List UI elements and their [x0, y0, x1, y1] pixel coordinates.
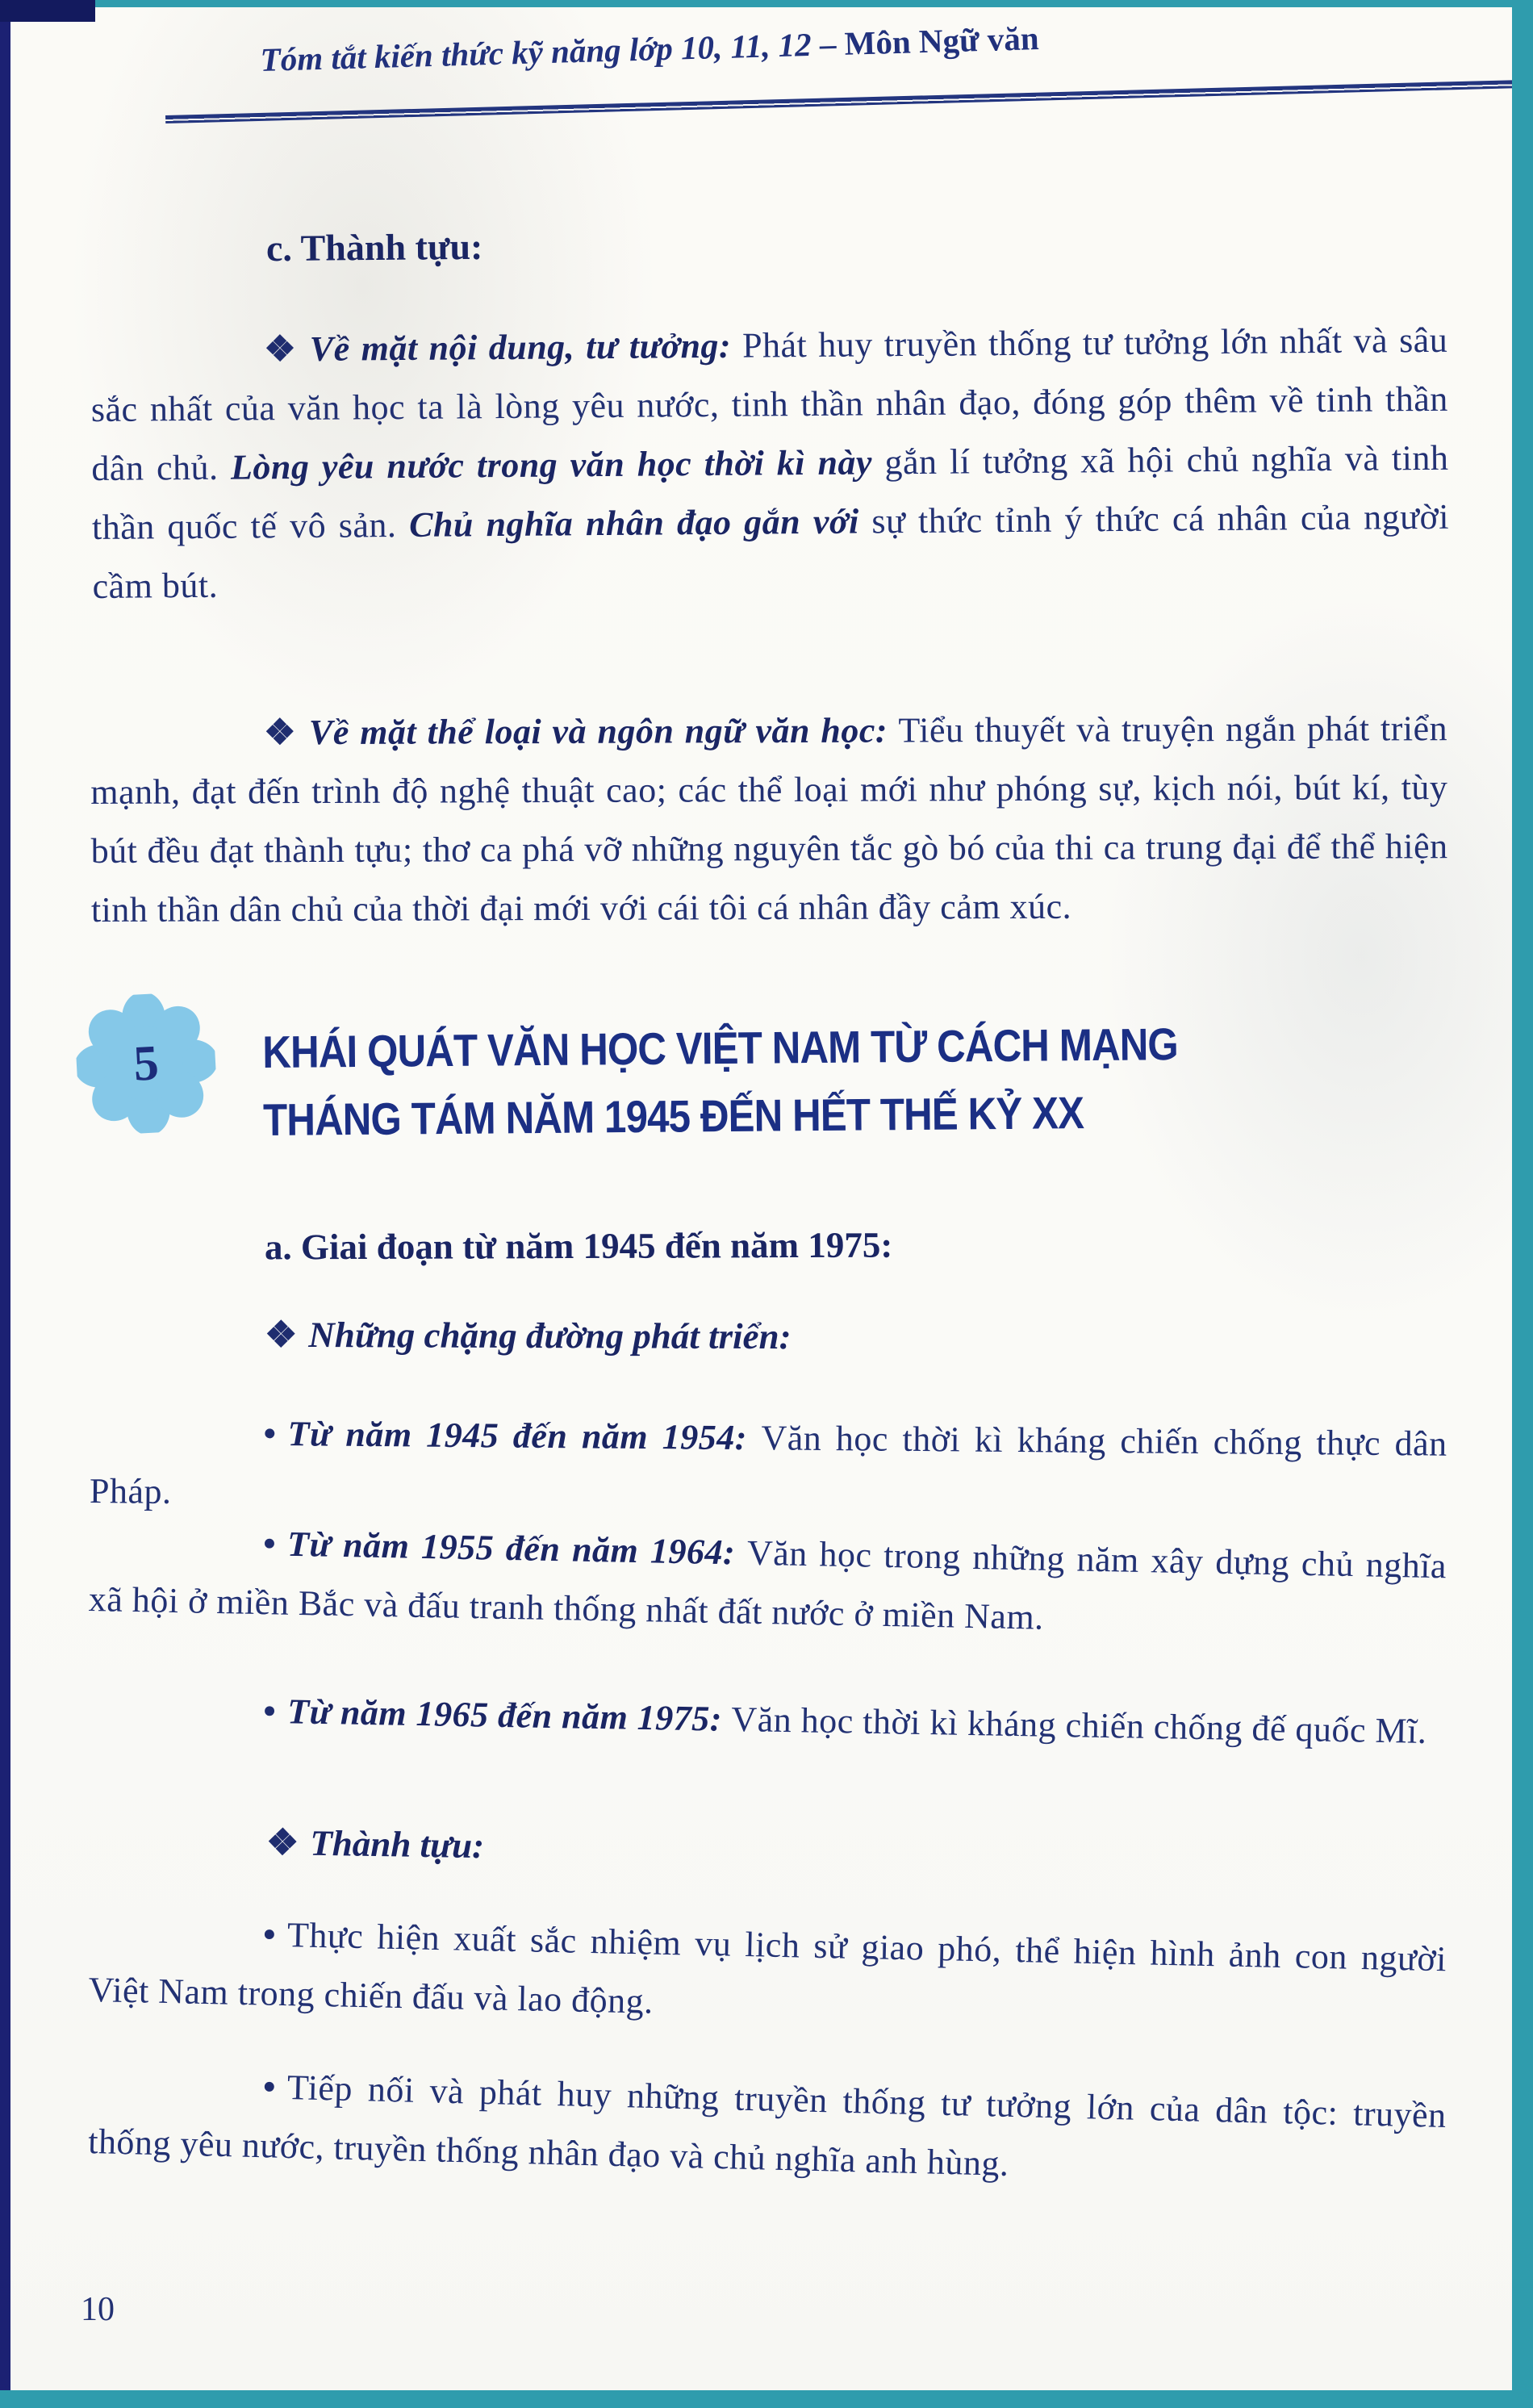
- subheading-thanh-tuu: ❖ Thành tựu:: [265, 1821, 485, 1867]
- scan-left-edge: [0, 0, 10, 2390]
- heading-thanh-tuu: c. Thành tựu:: [265, 225, 483, 270]
- section-title-line1: KHÁI QUÁT VĂN HỌC VIỆT NAM TỪ CÁCH MẠNG: [262, 1018, 1179, 1077]
- bullet-1955-1964: • Từ năm 1955 đến năm 1964: Văn học trong những năm xây dựng chủ nghĩa xã hội ở miền Bắc và đấu tranh thống nhất đất nước ở miền Nam.: [88, 1524, 1447, 1637]
- header-rule: [165, 80, 1519, 123]
- running-header: Tóm tắt kiến thức kỹ năng lớp 10, 11, 12 – Môn Ngữ văn: [260, 19, 1040, 78]
- frame-bottom: [0, 2390, 1533, 2408]
- bullet-tiep-noi: • Tiếp nối và phát huy những truyền thống tư tưởng lớn của dân tộc: truyền thống yêu nước, truyền thống nhân đạo và chủ nghĩa anh hùng.: [87, 2067, 1447, 2184]
- bullet-1965-1975: • Từ năm 1965 đến năm 1975: Văn học thời kì kháng chiến chống đế quốc Mĩ.: [262, 1691, 1427, 1751]
- bullet-thuc-hien: • Thực hiện xuất sắc nhiệm vụ lịch sử giao phó, thể hiện hình ảnh con người Việt Nam trong chiến đấu và lao động.: [88, 1914, 1447, 2021]
- heading-giai-doan: a. Giai đoạn từ năm 1945 đến năm 1975:: [264, 1224, 893, 1268]
- frame-top: [95, 0, 1512, 7]
- bullet-1945-1954: • Từ năm 1945 đến năm 1954: Văn học thời kì kháng chiến chống thực dân Pháp.: [89, 1413, 1447, 1511]
- section-title-line2: THÁNG TÁM NĂM 1945 ĐẾN HẾT THẾ KỶ XX: [262, 1087, 1084, 1145]
- section-title: [262, 1009, 1328, 1154]
- frame-right: [1512, 0, 1533, 2408]
- paragraph-noi-dung-tu-tuong: ❖ Về mặt nội dung, tư tưởng: Phát huy truyền thống tư tưởng lớn nhất và sâu sắc nhất của văn học ta là lòng yêu nước, tinh thần nhân đạo, đóng góp thêm về tinh thần dân chủ. Lòng yêu nước trong văn học thời kì này gắn lí tưởng xã hội chủ nghĩa và tinh thần quốc tế vô sản. Chủ nghĩa nhân đạo gắn với sự thức tỉnh ý thức cá nhân của người cầm bút.: [90, 320, 1450, 606]
- page-number: 10: [81, 2291, 115, 2328]
- scan-corner-shadow: [0, 0, 95, 22]
- paragraph-the-loai-ngon-ngu: ❖ Về mặt thể loại và ngôn ngữ văn học: Tiểu thuyết và truyện ngắn phát triển mạnh, đạt đến trình độ nghệ thuật cao; các thể loại mới như phóng sự, kịch nói, bút kí, tùy bút đều đạt thành tựu; thơ ca phá vỡ những nguyên tắc gò bó của thi ca trung đại để thể hiện tinh thần dân chủ của thời đại mới với cái tôi cá nhân đầy cảm xúc.: [90, 709, 1448, 930]
- section-flower-icon: [73, 991, 219, 1137]
- section-number: 5: [132, 1035, 161, 1092]
- subheading-chang-duong: ❖ Những chặng đường phát triển:: [264, 1314, 792, 1357]
